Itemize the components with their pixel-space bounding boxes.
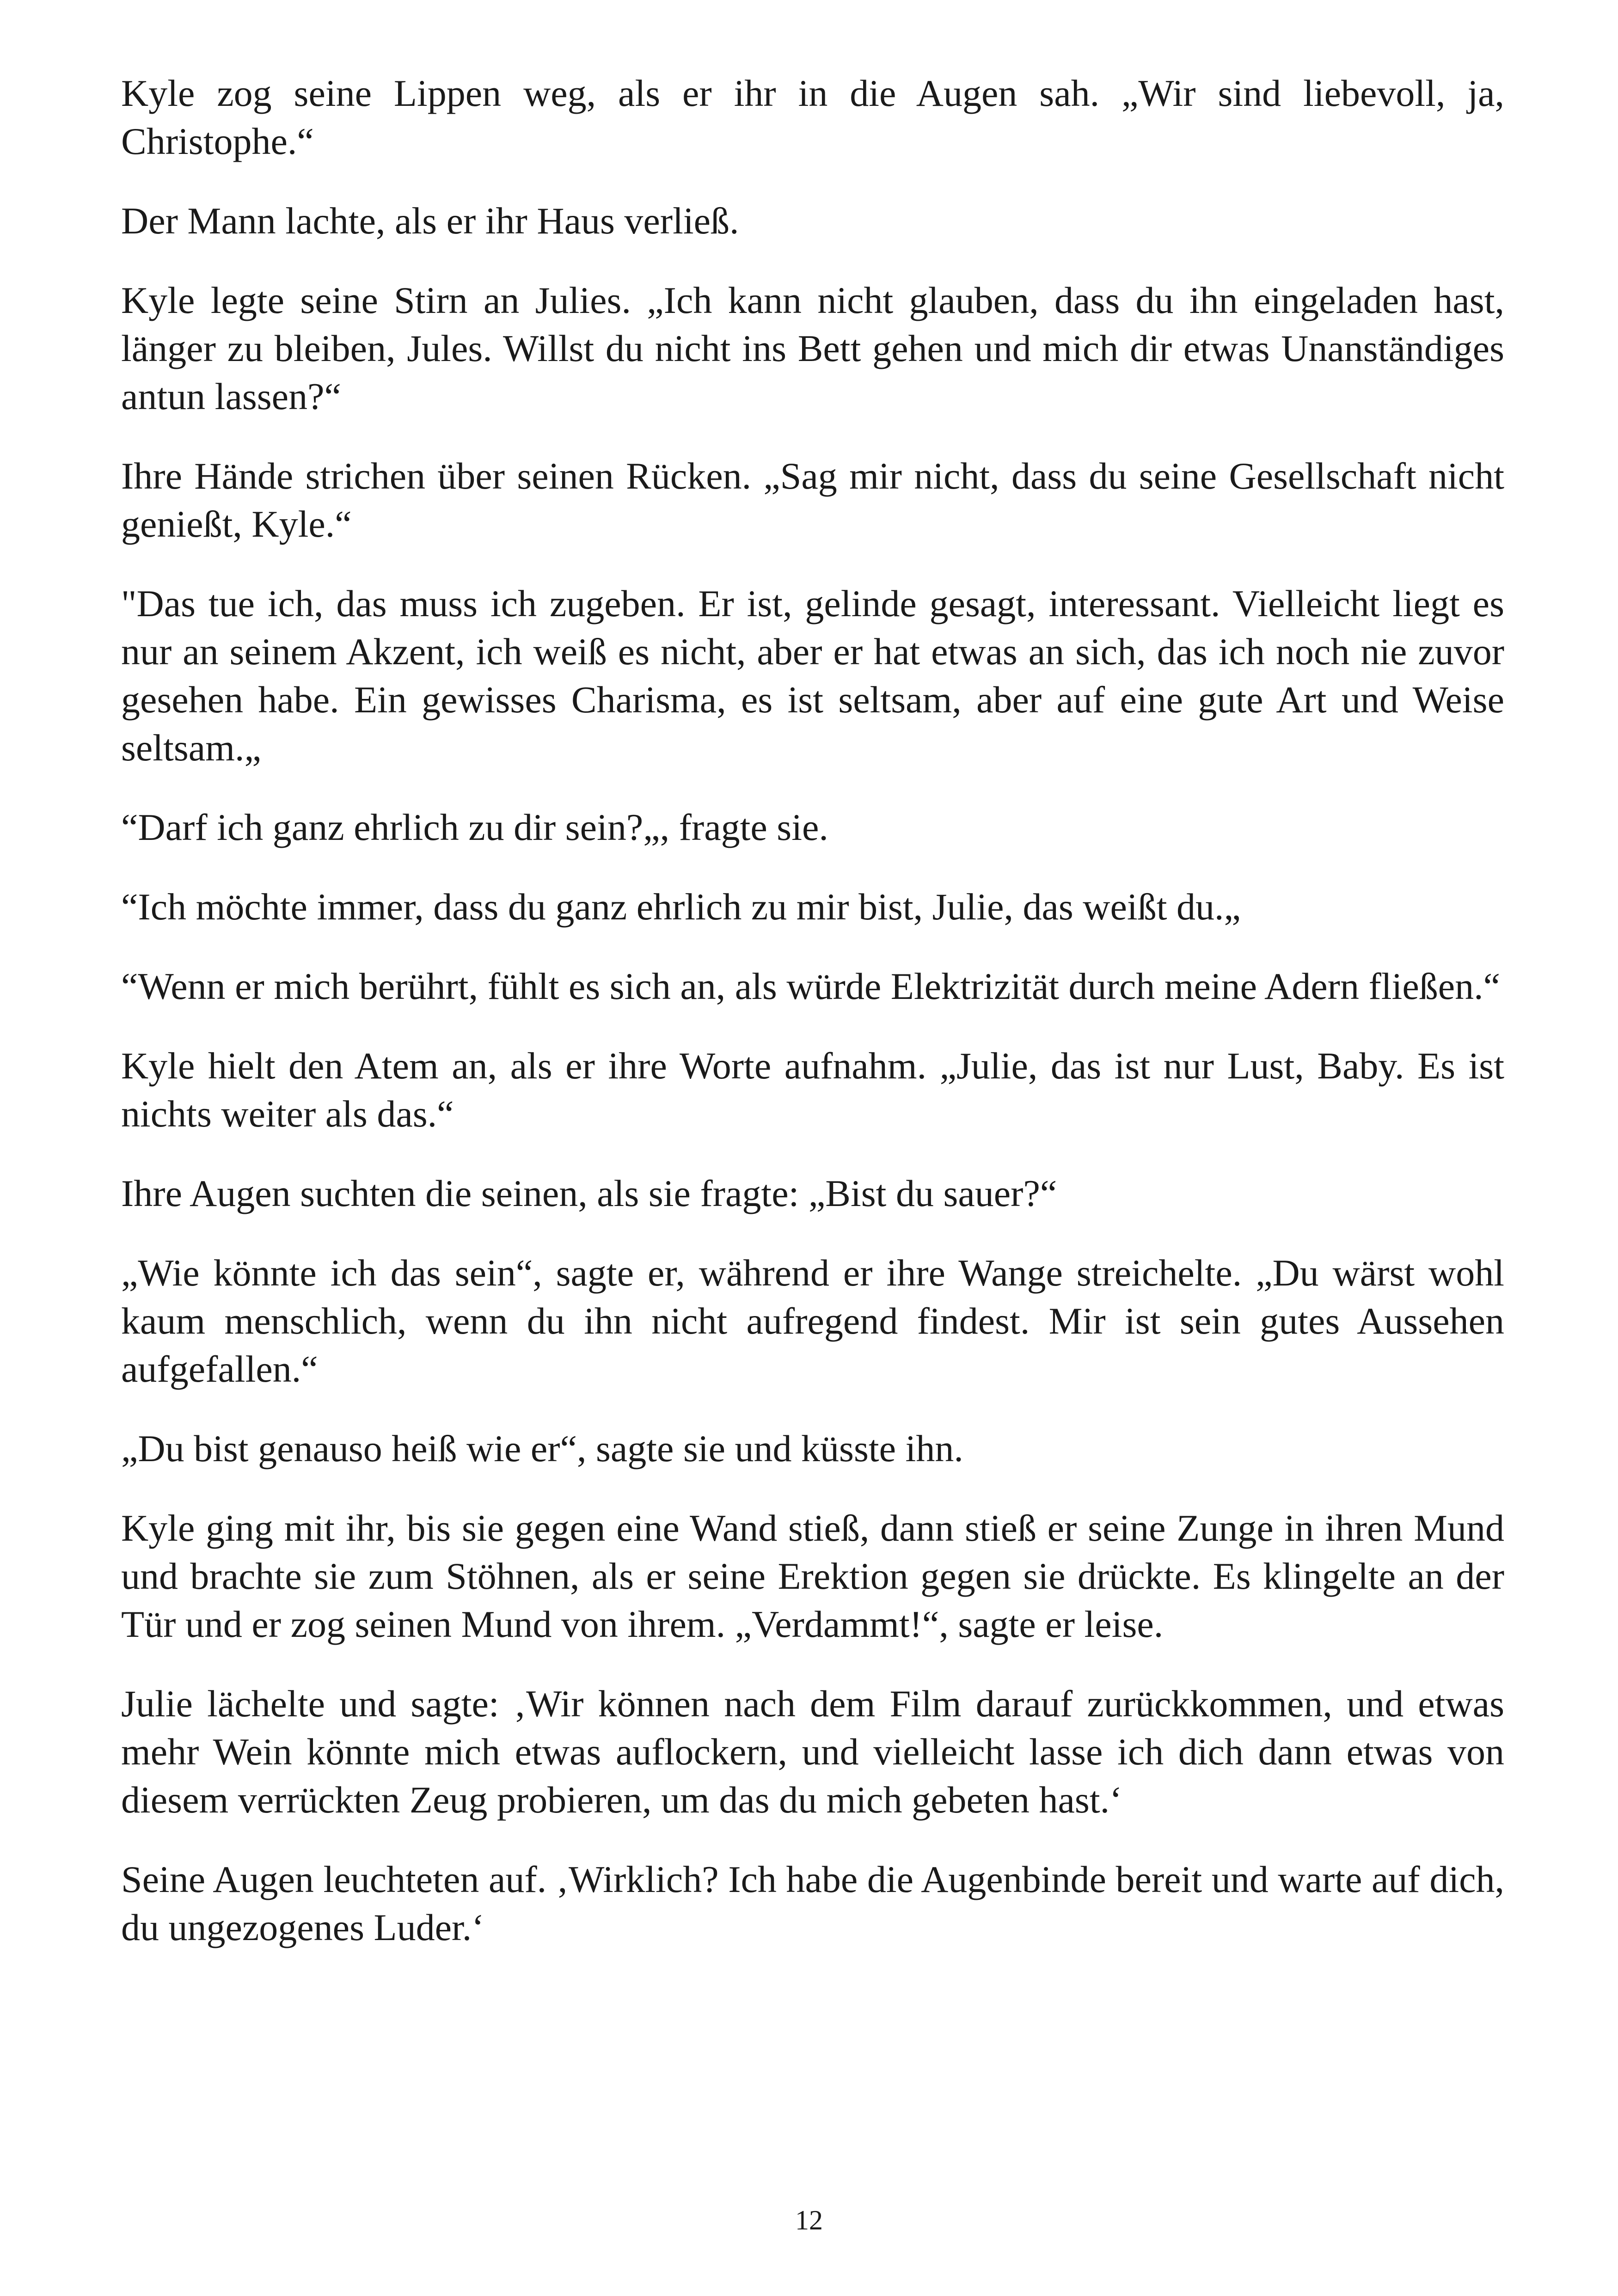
paragraph: Kyle zog seine Lippen weg, als er ihr in die Augen sah. „Wir sind liebevoll, ja, Christophe.“: [121, 72, 1504, 162]
paragraph: Julie lächelte und sagte: ‚Wir können nach dem Film darauf zurückkommen, und etwas mehr Wein könnte mich etwas auflockern, und vielleicht lasse ich dich dann etwas von diesem verrückten Zeug probieren, um das du mich gebeten hast.‘: [121, 1683, 1504, 1821]
paragraph: Kyle ging mit ihr, bis sie gegen eine Wand stieß, dann stieß er seine Zunge in ihren Mund und brachte sie zum Stöhnen, als er seine Erektion gegen sie drückte. Es klingelte an der Tür und er zog seinen Mund von ihrem. „Verdammt!“, sagte er leise.: [121, 1507, 1504, 1645]
paragraph: Ihre Hände strichen über seinen Rücken. „Sag mir nicht, dass du seine Gesellschaft nicht genießt, Kyle.“: [121, 455, 1504, 545]
paragraph: „Wie könnte ich das sein“, sagte er, während er ihre Wange streichelte. „Du wärst wohl kaum menschlich, wenn du ihn nicht aufregend findest. Mir ist sein gutes Aussehen aufgefallen.“: [121, 1252, 1504, 1390]
paragraph: “Wenn er mich berührt, fühlt es sich an, als würde Elektrizität durch meine Adern fließen.“: [121, 965, 1501, 1007]
paragraph: Kyle hielt den Atem an, als er ihre Worte aufnahm. „Julie, das ist nur Lust, Baby. Es ist nichts weiter als das.“: [121, 1045, 1504, 1135]
page-number: 12: [795, 2205, 823, 2235]
paragraph: Seine Augen leuchteten auf. ‚Wirklich? Ich habe die Augenbinde bereit und warte auf dich, du ungezogenes Luder.‘: [121, 1858, 1504, 1948]
paragraph: “Darf ich ganz ehrlich zu dir sein?„, fragte sie.: [121, 806, 828, 848]
paragraph: „Du bist genauso heiß wie er“, sagte sie und küsste ihn.: [121, 1427, 963, 1469]
paragraph: "Das tue ich, das muss ich zugeben. Er ist, gelinde gesagt, interessant. Vielleicht liegt es nur an seinem Akzent, ich weiß es nicht, aber er hat etwas an sich, das ich noch nie zuvor gesehen habe. Ein gewisses Charisma, es ist seltsam, aber auf eine gute Art und Weise seltsam.„: [121, 582, 1504, 769]
paragraph: Kyle legte seine Stirn an Julies. „Ich kann nicht glauben, dass du ihn eingeladen hast, länger zu bleiben, Jules. Willst du nicht ins Bett gehen und mich dir etwas Unanständiges antun lassen?“: [121, 279, 1504, 417]
body-text: [121, 69, 1504, 1983]
paragraph: Der Mann lachte, als er ihr Haus verließ.: [121, 200, 739, 242]
paragraph: “Ich möchte immer, dass du ganz ehrlich zu mir bist, Julie, das weißt du.„: [121, 886, 1241, 928]
paragraph: Ihre Augen suchten die seinen, als sie fragte: „Bist du sauer?“: [121, 1172, 1057, 1214]
